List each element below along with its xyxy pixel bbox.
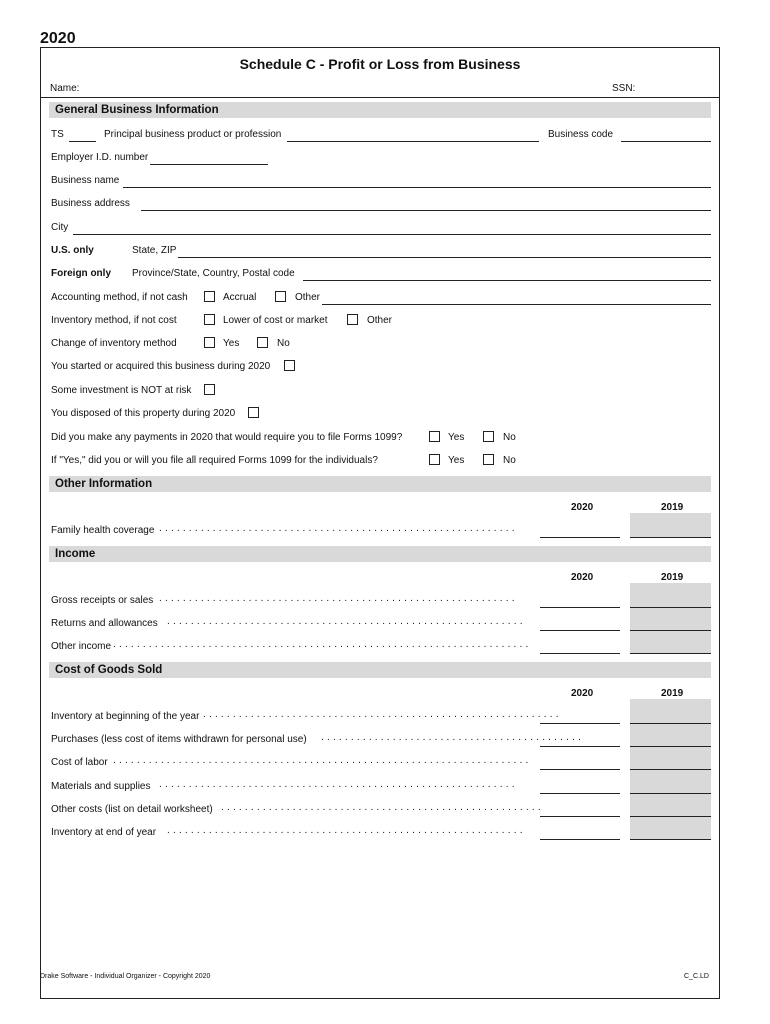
other-costs-2020-field[interactable] [540, 816, 620, 817]
purchases-label: Purchases (less cost of items withdrawn for personal use) [51, 734, 307, 745]
form-title: Schedule C - Profit or Loss from Business [239, 56, 521, 72]
other-income-label: Other income [51, 641, 112, 652]
accrual-label: Accrual [223, 292, 257, 303]
accounting-other-field[interactable] [322, 304, 711, 305]
inventory-end-2019-field [630, 817, 711, 840]
investment-checkbox[interactable] [204, 384, 215, 395]
change-inventory-yes-checkbox[interactable] [204, 337, 215, 348]
accrual-checkbox[interactable] [204, 291, 215, 302]
inventory-begin-2019-field [630, 699, 711, 724]
other-income-2020-field[interactable] [540, 653, 620, 654]
leader-dots: ............................................................ [159, 779, 518, 790]
income-col-2019: 2019 [661, 572, 684, 583]
materials-2019-field [630, 770, 711, 794]
state-zip-label: State, ZIP [132, 245, 177, 256]
file-1099-yes-label: Yes [448, 455, 465, 466]
family-health-2019-field [630, 513, 711, 538]
ein-field[interactable] [150, 164, 268, 165]
leader-dots: ............................................ [321, 732, 585, 743]
section-cost-of-goods-sold: Cost of Goods Sold [49, 662, 711, 678]
file-1099-no-label: No [503, 455, 516, 466]
province-label: Province/State, Country, Postal code [132, 268, 295, 279]
payments-1099-yes-label: Yes [448, 432, 465, 443]
state-zip-field[interactable] [178, 257, 711, 258]
ssn-label: SSN: [612, 83, 636, 94]
disposed-checkbox[interactable] [248, 407, 259, 418]
payments-1099-no-label: No [503, 432, 516, 443]
name-label: Name: [50, 83, 80, 94]
footer-form-code: C_C.LD [684, 973, 709, 980]
disposed-label: You disposed of this property during 2020 [51, 408, 236, 419]
product-field[interactable] [287, 141, 539, 142]
business-code-label: Business code [548, 129, 614, 140]
leader-dots: ............................................................ [203, 709, 562, 720]
us-only-label: U.S. only [51, 245, 94, 256]
inventory-end-2020-field[interactable] [540, 839, 620, 840]
gross-receipts-2020-field[interactable] [540, 607, 620, 608]
family-health-2020-field[interactable] [540, 537, 620, 538]
cogs-col-2020: 2020 [571, 688, 594, 699]
cost-of-labor-2020-field[interactable] [540, 769, 620, 770]
other-costs-label: Other costs (list on detail worksheet) [51, 804, 213, 815]
payments-1099-label: Did you make any payments in 2020 that would require you to file Forms 1099? [51, 432, 403, 443]
ts-label: TS [51, 129, 64, 140]
schedule-c-form [40, 47, 720, 999]
section-income: Income [49, 546, 711, 562]
other-costs-2019-field [630, 794, 711, 817]
change-inventory-no-label: No [277, 338, 290, 349]
returns-2019-field [630, 608, 711, 631]
form-year: 2020 [40, 30, 76, 47]
business-name-label: Business name [51, 175, 120, 186]
change-inventory-yes-label: Yes [223, 338, 240, 349]
gross-receipts-label: Gross receipts or sales [51, 595, 154, 606]
investment-label: Some investment is NOT at risk [51, 385, 192, 396]
payments-1099-yes-checkbox[interactable] [429, 431, 440, 442]
footer-copyright: Drake Software - Individual Organizer - Copyright 2020 [40, 973, 211, 980]
accounting-other-checkbox[interactable] [275, 291, 286, 302]
foreign-only-label: Foreign only [51, 268, 111, 279]
file-1099-yes-checkbox[interactable] [429, 454, 440, 465]
leader-dots: ...................................................................... [113, 755, 532, 766]
other-col-2020: 2020 [571, 502, 594, 513]
inventory-method-label: Inventory method, if not cost [51, 315, 177, 326]
lower-cost-checkbox[interactable] [204, 314, 215, 325]
purchases-2020-field[interactable] [540, 746, 620, 747]
file-1099-label: If "Yes," did you or will you file all required Forms 1099 for the individuals? [51, 455, 378, 466]
materials-2020-field[interactable] [540, 793, 620, 794]
section-general-business: General Business Information [49, 102, 711, 118]
inventory-end-label: Inventory at end of year [51, 827, 157, 838]
returns-label: Returns and allowances [51, 618, 158, 629]
file-1099-no-checkbox[interactable] [483, 454, 494, 465]
other-col-2019: 2019 [661, 502, 684, 513]
started-checkbox[interactable] [284, 360, 295, 371]
accounting-method-label: Accounting method, if not cash [51, 292, 188, 303]
cogs-col-2019: 2019 [661, 688, 684, 699]
ein-label: Employer I.D. number [51, 152, 149, 163]
business-name-field[interactable] [123, 187, 711, 188]
city-field[interactable] [73, 234, 711, 235]
business-code-field[interactable] [621, 141, 711, 142]
change-inventory-label: Change of inventory method [51, 338, 177, 349]
inventory-begin-label: Inventory at beginning of the year [51, 711, 200, 722]
business-address-label: Business address [51, 198, 130, 209]
province-field[interactable] [303, 280, 711, 281]
product-label: Principal business product or profession [104, 129, 282, 140]
other-income-2019-field [630, 631, 711, 654]
change-inventory-no-checkbox[interactable] [257, 337, 268, 348]
payments-1099-no-checkbox[interactable] [483, 431, 494, 442]
business-address-field[interactable] [141, 210, 711, 211]
inventory-other-label: Other [367, 315, 393, 326]
leader-dots: ............................................................ [167, 616, 526, 627]
returns-2020-field[interactable] [540, 630, 620, 631]
leader-dots: ............................................................ [159, 593, 518, 604]
cost-of-labor-label: Cost of labor [51, 757, 108, 768]
accounting-other-label: Other [295, 292, 321, 303]
inventory-begin-2020-field[interactable] [540, 723, 620, 724]
city-label: City [51, 222, 69, 233]
income-col-2020: 2020 [571, 572, 594, 583]
lower-cost-label: Lower of cost or market [223, 315, 328, 326]
purchases-2019-field [630, 724, 711, 747]
leader-dots: ...................................................... [221, 802, 544, 813]
section-other-information: Other Information [49, 476, 711, 492]
leader-dots: ............................................................ [167, 825, 526, 836]
family-health-label: Family health coverage [51, 525, 155, 536]
gross-receipts-2019-field [630, 583, 711, 608]
ts-field[interactable] [69, 141, 96, 142]
leader-dots: ............................................................ [159, 523, 518, 534]
leader-dots: ...................................................................... [113, 639, 532, 650]
inventory-other-checkbox[interactable] [347, 314, 358, 325]
materials-label: Materials and supplies [51, 781, 151, 792]
cost-of-labor-2019-field [630, 747, 711, 770]
started-label: You started or acquired this business during 2020 [51, 361, 271, 372]
name-row [41, 83, 719, 98]
